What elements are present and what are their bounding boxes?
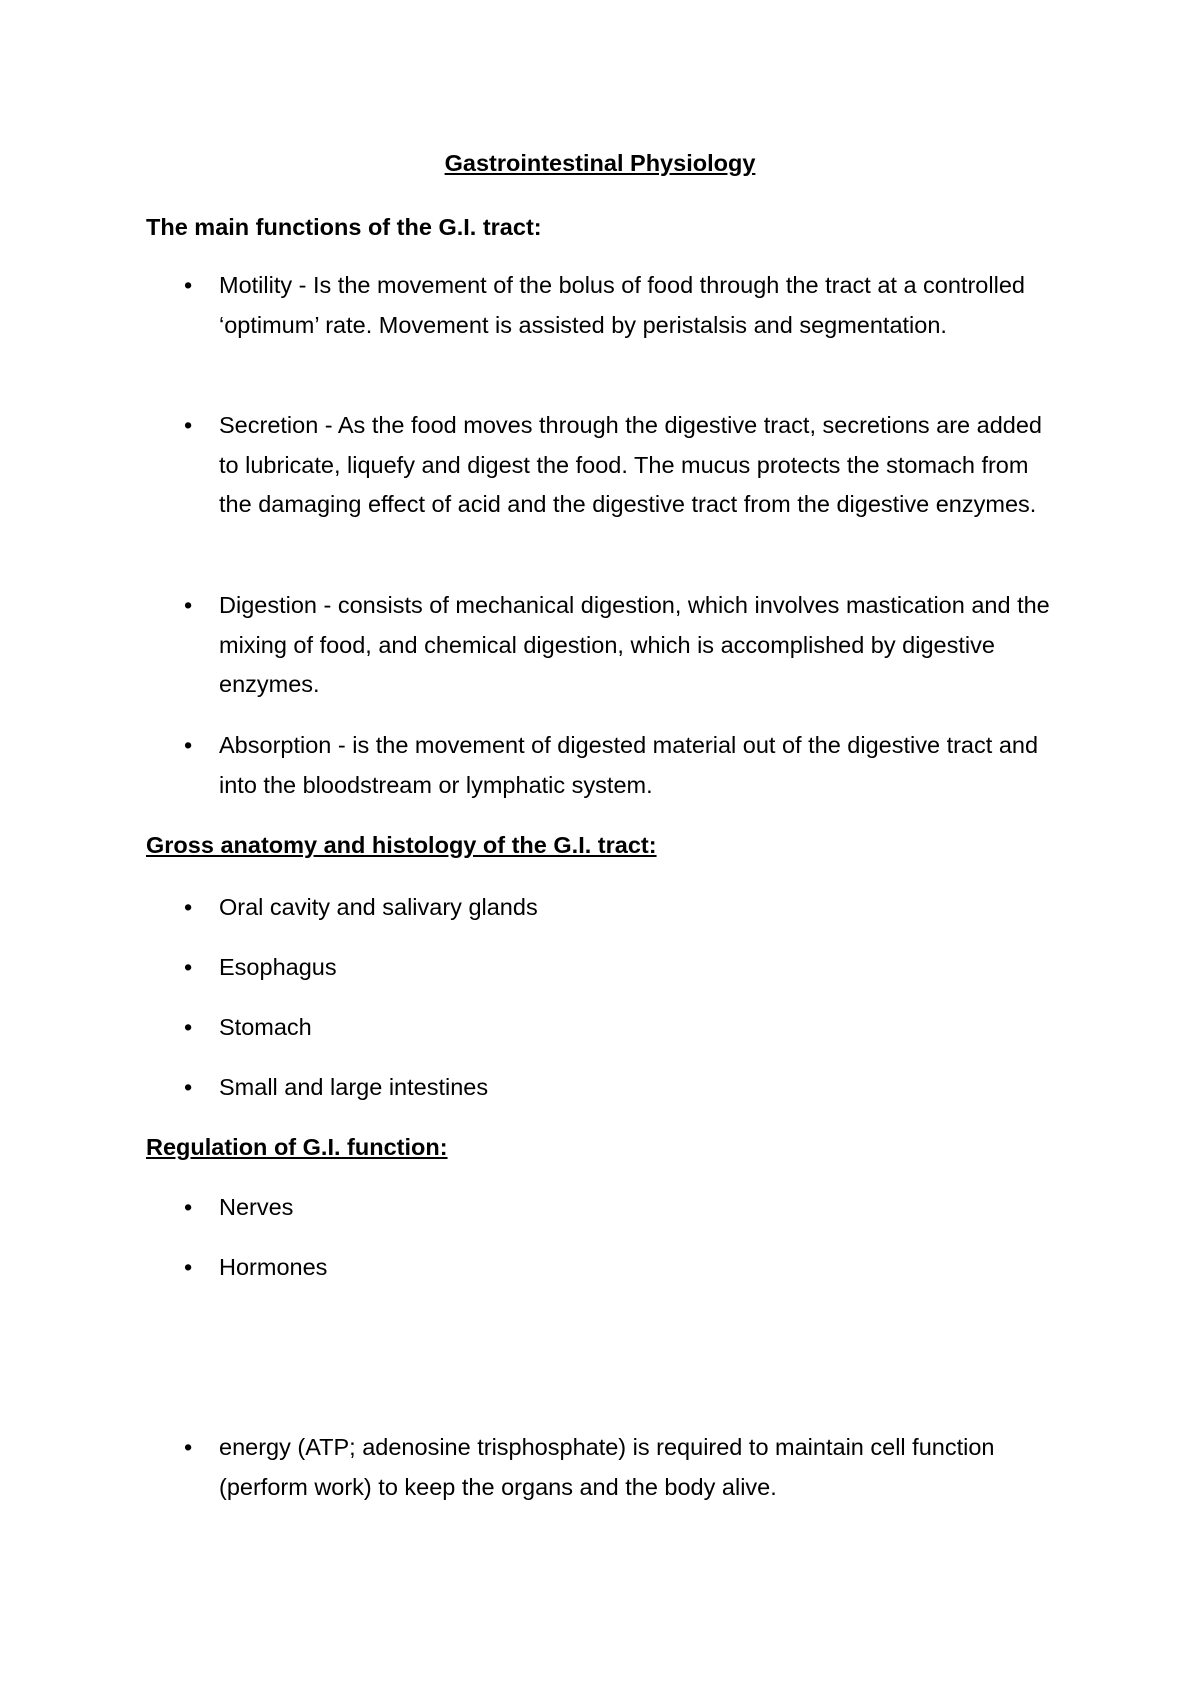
bullet-icon: • [184, 1014, 193, 1040]
bullet-icon: • [184, 1074, 193, 1100]
list-item-hormones: Hormones [219, 1254, 328, 1280]
list-item-energy: energy (ATP; adenosine trisphosphate) is required to maintain cell function (perform work) to keep the organs and the body alive. [219, 1434, 995, 1500]
list-item-intestines: Small and large intestines [219, 1074, 489, 1100]
bullet-icon: • [184, 412, 193, 438]
bullet-icon: • [184, 1194, 193, 1220]
bullet-icon: • [184, 272, 193, 298]
page-title: Gastrointestinal Physiology [444, 150, 756, 176]
list-item-stomach: Stomach [219, 1014, 312, 1040]
list-item-motility: Motility - Is the movement of the bolus of food through the tract at a controlled ‘optimum’ rate. Movement is assisted by peristalsis and segmentation. [219, 272, 1025, 338]
section-heading-gross-anatomy: Gross anatomy and histology of the G.I. tract: [146, 832, 657, 858]
bullet-icon: • [184, 894, 193, 920]
list-item-nerves: Nerves [219, 1194, 294, 1220]
bullet-icon: • [184, 1434, 193, 1460]
bullet-icon: • [184, 1254, 193, 1280]
bullet-icon: • [184, 732, 193, 758]
list-item-digestion: Digestion - consists of mechanical digestion, which involves mastication and the mixing of food, and chemical digestion, which is accomplished by digestive enzymes. [219, 592, 1050, 697]
list-item-absorption: Absorption - is the movement of digested material out of the digestive tract and into the bloodstream or lymphatic system. [219, 732, 1039, 798]
list-item-esophagus: Esophagus [219, 954, 337, 980]
bullet-icon: • [184, 592, 193, 618]
list-item-oral-cavity: Oral cavity and salivary glands [219, 894, 538, 920]
section-heading-main-functions: The main functions of the G.I. tract: [146, 214, 542, 240]
list-item-secretion: Secretion - As the food moves through the digestive tract, secretions are added to lubricate, liquefy and digest the food. The mucus protects the stomach from the damaging effect of acid and the digestive tract from the digestive enzymes. [219, 412, 1042, 517]
bullet-icon: • [184, 954, 193, 980]
section-heading-regulation: Regulation of G.I. function: [146, 1134, 448, 1160]
